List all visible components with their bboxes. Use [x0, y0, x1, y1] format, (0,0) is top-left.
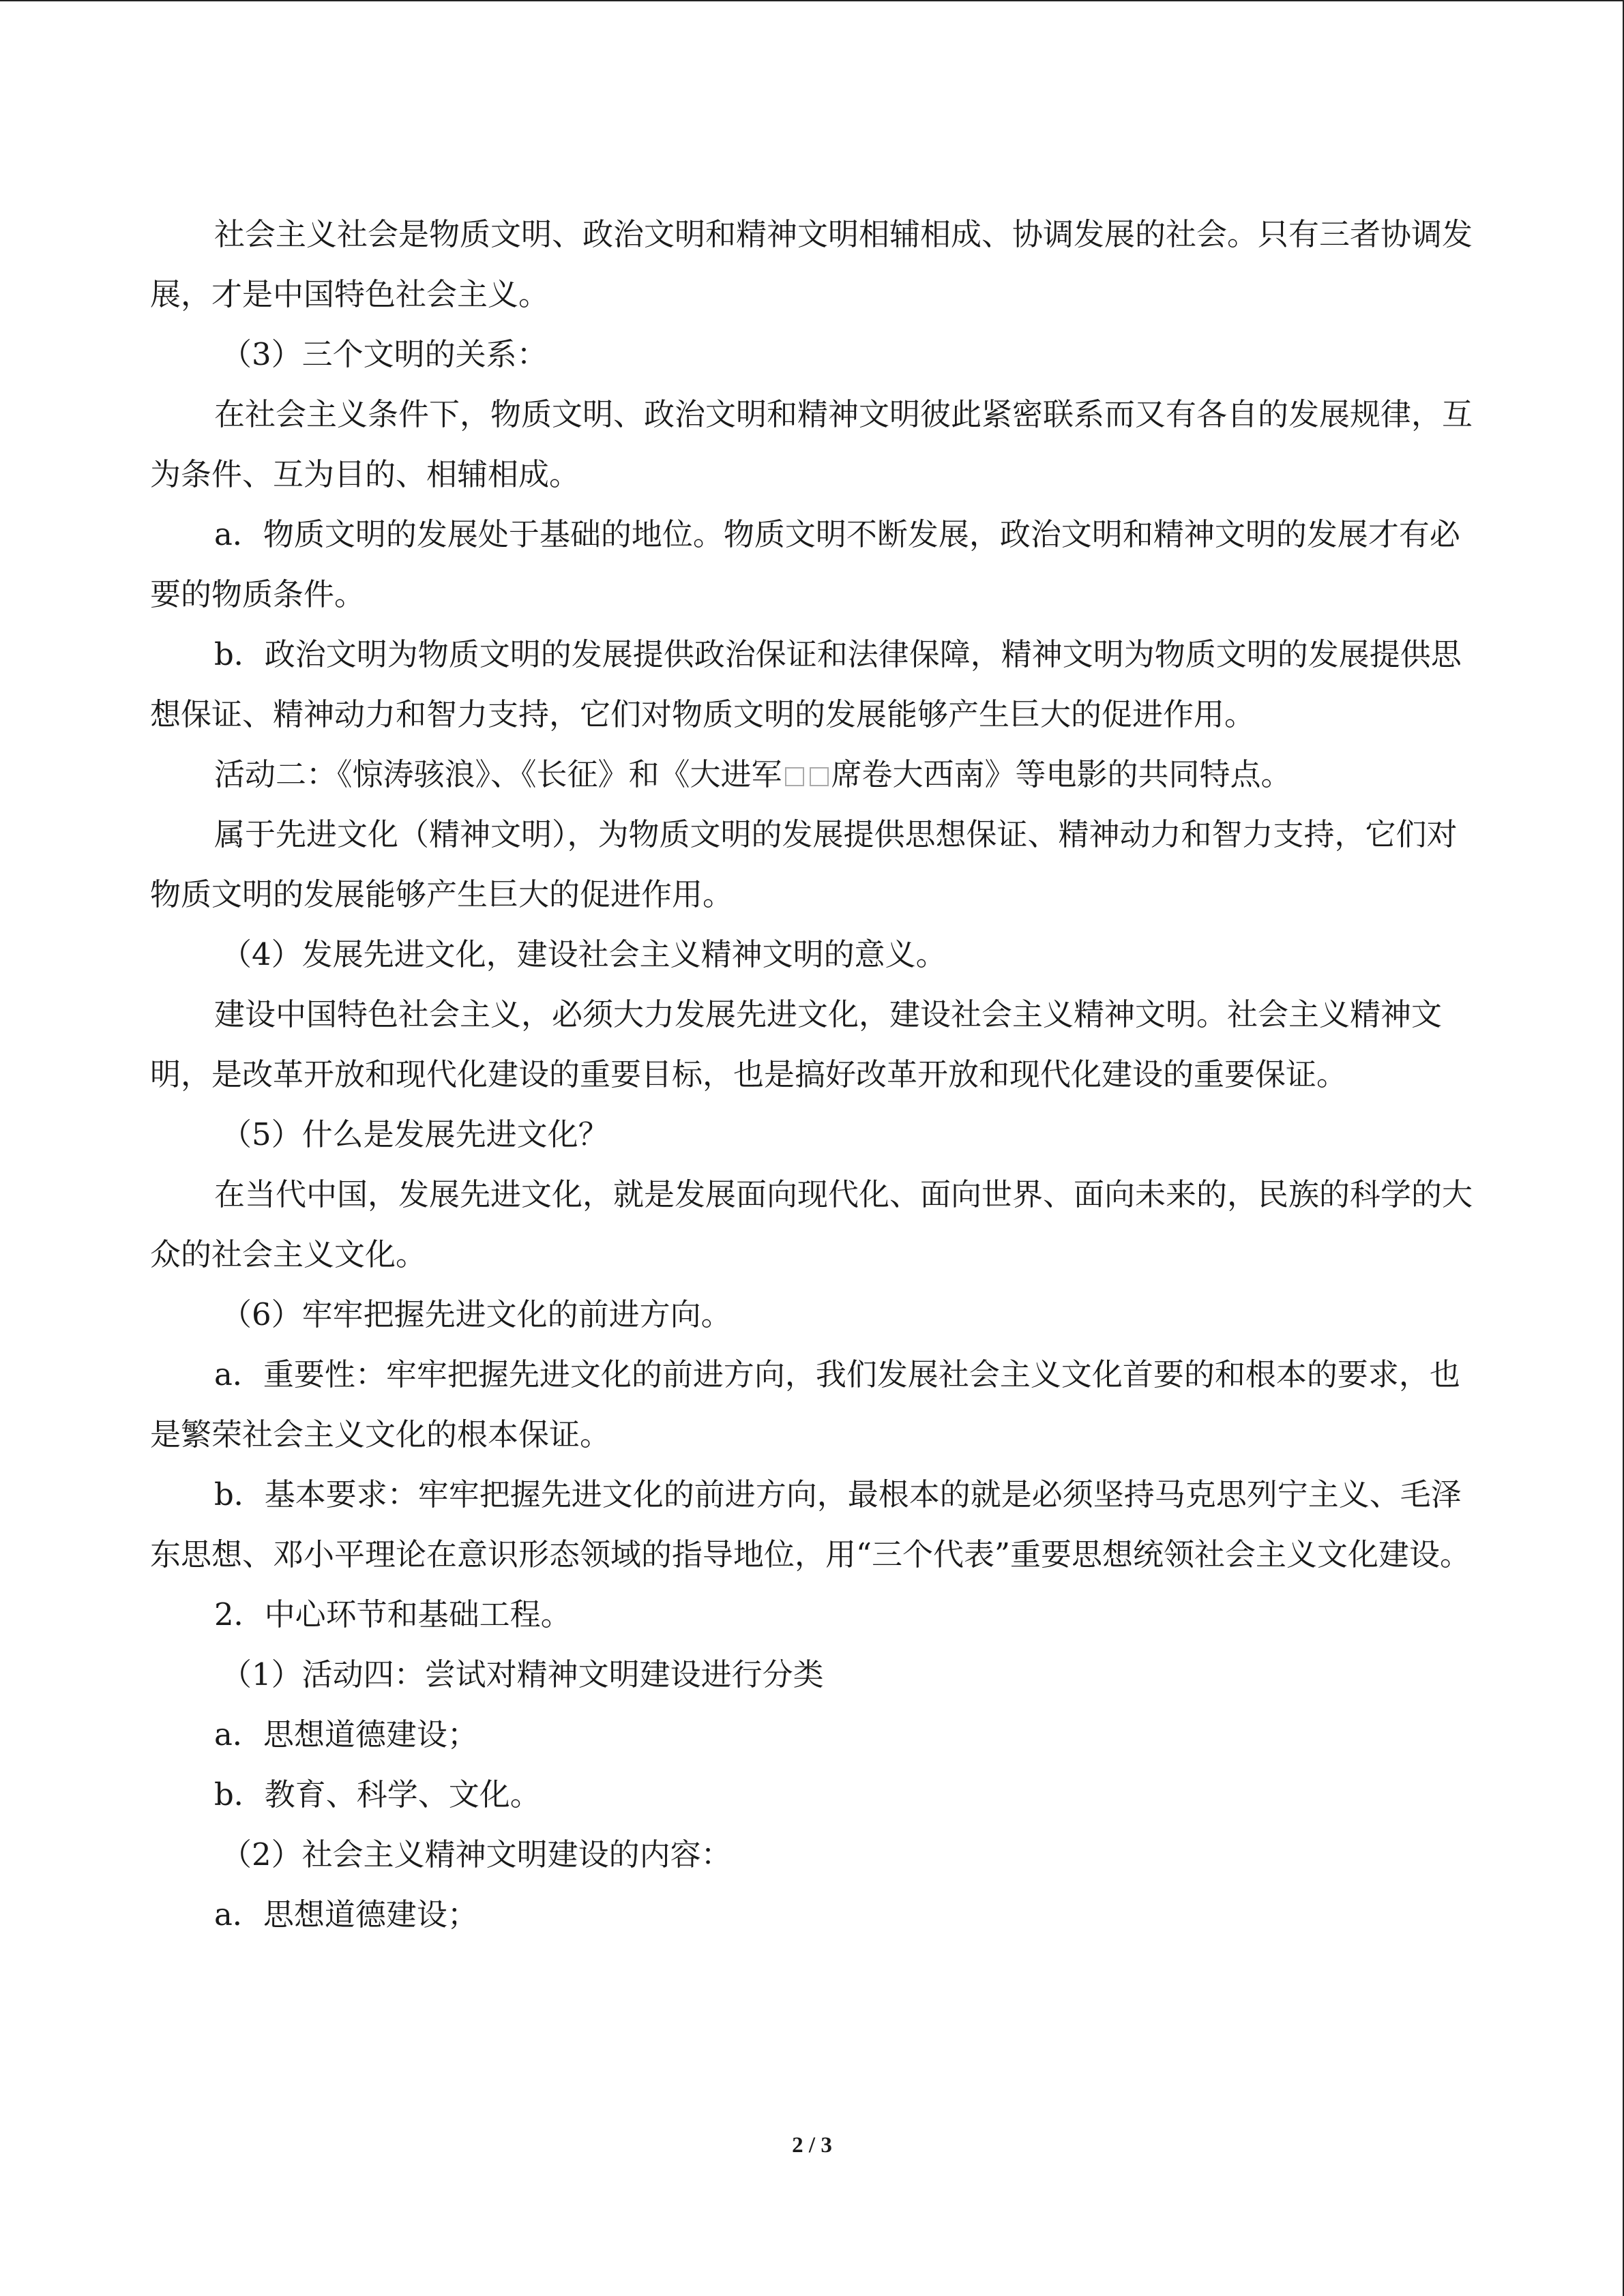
paragraph: a．物质文明的发展处于基础的地位。物质文明不断发展，政治文明和精神文明的发展才有必要的物质条件。 [150, 516, 1460, 612]
paragraph: a．思想道德建设； [214, 1716, 478, 1753]
paragraph: （2）社会主义精神文明建设的内容： [221, 1836, 732, 1873]
paragraph: （6）牢牢把握先进文化的前进方向。 [221, 1296, 732, 1332]
paragraph: a．思想道德建设； [214, 1896, 478, 1933]
paragraph: （1）活动四：尝试对精神文明建设进行分类 [221, 1656, 824, 1693]
document-body [150, 205, 1473, 1945]
top-border-line [0, 0, 1624, 1]
paragraph: 在社会主义条件下，物质文明、政治文明和精神文明彼此紧密联系而又有各自的发展规律，互为条件、互为目的、相辅相成。 [150, 396, 1473, 492]
paragraph: 在当代中国，发展先进文化，就是发展面向现代化、面向世界、面向未来的，民族的科学的大众的社会主义文化。 [150, 1176, 1473, 1272]
missing-glyph-box [785, 767, 804, 786]
activity-two-paragraph [150, 745, 1473, 805]
paragraph: b．教育、科学、文化。 [214, 1776, 541, 1813]
paragraph: b．基本要求：牢牢把握先进文化的前进方向，最根本的就是必须坚持马克思列宁主义、毛泽东思想、邓小平理论在意识形态领域的指导地位，用“三个代表”重要思想统领社会主义文化建设。 [150, 1476, 1471, 1572]
paragraph: 社会主义社会是物质文明、政治文明和精神文明相辅相成、协调发展的社会。只有三者协调发展，才是中国特色社会主义。 [150, 216, 1473, 312]
missing-glyph-box [810, 767, 829, 786]
activity-two-text-after: 席卷大西南》等电影的共同特点。 [831, 756, 1292, 792]
paragraph: a．重要性：牢牢把握先进文化的前进方向，我们发展社会主义文化首要的和根本的要求，也是繁荣社会主义文化的根本保证。 [150, 1356, 1460, 1452]
paragraph: （5）什么是发展先进文化？ [221, 1116, 609, 1152]
paragraph: 属于先进文化（精神文明），为物质文明的发展提供思想保证、精神动力和智力支持，它们对物质文明的发展能够产生巨大的促进作用。 [150, 816, 1458, 912]
paragraph: （3）三个文明的关系： [221, 336, 548, 372]
paragraph: b．政治文明为物质文明的发展提供政治保证和法律保障，精神文明为物质文明的发展提供思想保证、精神动力和智力支持，它们对物质文明的发展能够产生巨大的促进作用。 [150, 636, 1462, 732]
page-number: 2 / 3 [792, 2133, 832, 2158]
paragraph: 2．中心环节和基础工程。 [214, 1596, 572, 1632]
paragraph: （4）发展先进文化，建设社会主义精神文明的意义。 [221, 936, 947, 972]
paragraph: 建设中国特色社会主义，必须大力发展先进文化，建设社会主义精神文明。社会主义精神文明，是改革开放和现代化建设的重要目标，也是搞好改革开放和现代化建设的重要保证。 [150, 996, 1443, 1092]
activity-two-text-before: 活动二：《惊涛骇浪》、《长征》和《大进军 [214, 756, 782, 792]
